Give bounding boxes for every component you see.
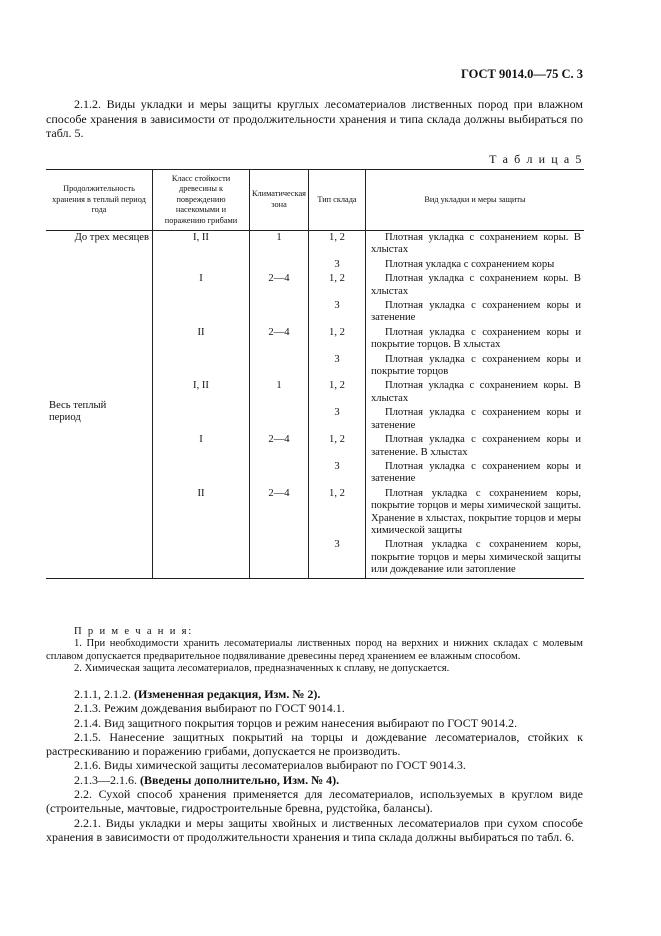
para-2-1-3: 2.1.3. Режим дождевания выбирают по ГОСТ 9014.1. (74, 701, 345, 716)
cell-warehouse-type: 3 (309, 460, 366, 487)
cell-climate-zone: 1 (250, 379, 309, 406)
cell-resistance-class (153, 460, 250, 487)
para-2-1-6: 2.1.6. Виды химической защиты лесоматериалов выбирают по ГОСТ 9014.3. (74, 758, 466, 773)
stacking-protection-text: Плотная укладка с сохранением коры, покрытие торцов и меры химической защиты. Хранение в хлыстах, покрытие торцов и меры химической защиты (371, 487, 581, 536)
note-2: 2. Химическая защита лесоматериалов, предназначенных к сплаву, не допускается. (74, 663, 450, 675)
para-2-1-1-amend: (Измененная редакция, Изм. № 2). (134, 687, 321, 701)
table-row (46, 299, 584, 326)
para-2-1-3-6-num: 2.1.3—2.1.6. (74, 772, 140, 787)
cell-duration (46, 433, 153, 460)
stacking-protection-text: Плотная укладка с сохранением коры. В хлыстах (371, 232, 581, 256)
stacking-protection-text: Плотная укладка с сохранением коры и затенение. В хлыстах (371, 434, 581, 458)
header-stacking-protection: Вид укладки и меры защиты (424, 194, 526, 204)
cell-resistance-class (153, 258, 250, 272)
stacking-protection-text: Плотная укладка с сохранением коры. В хлыстах (371, 273, 581, 297)
cell-resistance-class: II (153, 487, 250, 539)
cell-duration (46, 353, 153, 380)
table-row (46, 538, 584, 578)
table-row (46, 231, 584, 258)
cell-stacking-protection (366, 272, 585, 299)
cell-climate-zone: 2—4 (250, 272, 309, 299)
cell-climate-zone (250, 299, 309, 326)
cell-resistance-class (153, 538, 250, 578)
cell-stacking-protection (366, 433, 585, 460)
body-text (46, 687, 583, 844)
page-header: ГОСТ 9014.0—75 С. 3 (460, 67, 583, 81)
cell-warehouse-type: 3 (309, 353, 366, 380)
stacking-protection-text: Плотная укладка с сохранением коры и затенение (371, 407, 581, 431)
table-row (46, 353, 584, 380)
para-2-1-3-6-amend: (Введены дополнительно, Изм. № 4). (140, 772, 340, 787)
cell-climate-zone (250, 538, 309, 578)
stacking-protection-text: Плотная укладка с сохранением коры (385, 258, 555, 270)
table-row (46, 433, 584, 460)
cell-stacking-protection (366, 326, 585, 353)
stacking-protection-text: Плотная укладка с сохранением коры, покрытие торцов и меры химической защиты или дождевание или затопление (371, 539, 581, 576)
cell-resistance-class: I (153, 433, 250, 460)
cell-warehouse-type: 1, 2 (309, 272, 366, 299)
cell-warehouse-type: 1, 2 (309, 326, 366, 353)
table-row (46, 487, 584, 539)
para-2-1-5: 2.1.5. Нанесение защитных покрытий на торцы и дождевание лесоматериалов, стойких к растрескиванию и поражению грибами, допускается не производить. (46, 729, 583, 759)
cell-duration (46, 299, 153, 326)
cell-resistance-class (153, 353, 250, 380)
cell-stacking-protection (366, 258, 585, 272)
stacking-protection-text: Плотная укладка с сохранением коры и затенение (371, 300, 581, 324)
table-5 (46, 169, 584, 579)
cell-resistance-class (153, 406, 250, 433)
header-climate-zone: Климатическая зона (250, 170, 309, 231)
cell-duration (46, 487, 153, 539)
cell-warehouse-type: 3 (309, 538, 366, 578)
intro-paragraph: 2.1.2. Виды укладки и меры защиты круглых лесоматериалов лиственных пород при влажном способе хранения в зависимости от продолжительности хранения и типа склада должны выбираться по табл. 5. (46, 97, 583, 140)
cell-stacking-protection (366, 460, 585, 487)
cell-duration (46, 460, 153, 487)
cell-resistance-class: I, II (153, 379, 250, 406)
cell-warehouse-type: 3 (309, 299, 366, 326)
cell-climate-zone (250, 353, 309, 380)
para-2-1-1-num: 2.1.1, 2.1.2. (74, 687, 134, 701)
notes-section (46, 626, 583, 676)
cell-duration (46, 538, 153, 578)
cell-stacking-protection (366, 538, 585, 578)
stacking-protection-text: Плотная укладка с сохранением коры. В хлыстах (371, 380, 581, 404)
cell-stacking-protection (366, 406, 585, 433)
table-row (46, 460, 584, 487)
cell-warehouse-type: 1, 2 (309, 379, 366, 406)
cell-resistance-class: II (153, 326, 250, 353)
para-2-2: 2.2. Сухой способ хранения применяется для лесоматериалов, используемых в круглом виде (строительные, мачтовые, гидростроительные бревна, рудстойка, балансы). (46, 787, 583, 816)
cell-stacking-protection (366, 299, 585, 326)
note-1: 1. При необходимости хранить лесоматериалы лиственных пород на верхних и нижних складах с молевым сплавом допускается предварительное подвяливание древесины перед хранением ее влажным способом. (46, 638, 583, 662)
cell-stacking-protection (366, 487, 585, 539)
cell-climate-zone: 2—4 (250, 433, 309, 460)
cell-resistance-class (153, 299, 250, 326)
period-whole-warm: Весь теплый период (49, 400, 107, 424)
cell-climate-zone (250, 460, 309, 487)
cell-climate-zone (250, 406, 309, 433)
header-warehouse-type: Тип склада (309, 170, 366, 231)
cell-warehouse-type: 1, 2 (309, 487, 366, 539)
table-caption: Т а б л и ц а 5 (489, 152, 583, 166)
cell-climate-zone: 1 (250, 231, 309, 258)
para-2-2-1: 2.2.1. Виды укладки и меры защиты хвойных и лиственных лесоматериалов при сухом способе хранения в зависимости от продолжительности хранения и типа склада должны выбираться по табл. 6. (46, 815, 583, 844)
cell-climate-zone (250, 258, 309, 272)
stacking-protection-text: Плотная укладка с сохранением коры и покрытие торцов (371, 353, 581, 378)
stacking-protection-text: Плотная укладка с сохранением коры и покрытие торцов. В хлыстах (371, 326, 581, 351)
notes-title: П р и м е ч а н и я: (74, 626, 194, 637)
cell-stacking-protection (366, 379, 585, 406)
cell-warehouse-type: 1, 2 (309, 231, 366, 258)
cell-resistance-class: I, II (153, 231, 250, 258)
cell-climate-zone: 2—4 (250, 487, 309, 539)
table-header-row (46, 170, 584, 231)
cell-resistance-class: I (153, 272, 250, 299)
header-resistance-class: Класс стойкости древесины к повреждению насекомыми и поражению грибами (153, 170, 250, 231)
cell-warehouse-type: 3 (309, 258, 366, 272)
para-2-1-4: 2.1.4. Вид защитного покрытия торцов и режим нанесения выбирают по ГОСТ 9014.2. (74, 715, 518, 730)
cell-duration: До трех месяцев (46, 231, 153, 258)
cell-duration (46, 326, 153, 353)
para-2-1-3-6 (46, 773, 583, 787)
table-row (46, 272, 584, 299)
cell-stacking-protection (366, 231, 585, 258)
cell-duration (46, 258, 153, 272)
header-duration: Продолжительность хранения в теплый период года (46, 170, 153, 231)
table-row (46, 258, 584, 272)
table-row (46, 326, 584, 353)
cell-stacking-protection (366, 353, 585, 380)
cell-warehouse-type: 3 (309, 406, 366, 433)
cell-warehouse-type: 1, 2 (309, 433, 366, 460)
cell-climate-zone: 2—4 (250, 326, 309, 353)
stacking-protection-text: Плотная укладка с сохранением коры и затенение (371, 460, 581, 485)
para-2-1-1 (46, 687, 583, 701)
cell-duration (46, 272, 153, 299)
